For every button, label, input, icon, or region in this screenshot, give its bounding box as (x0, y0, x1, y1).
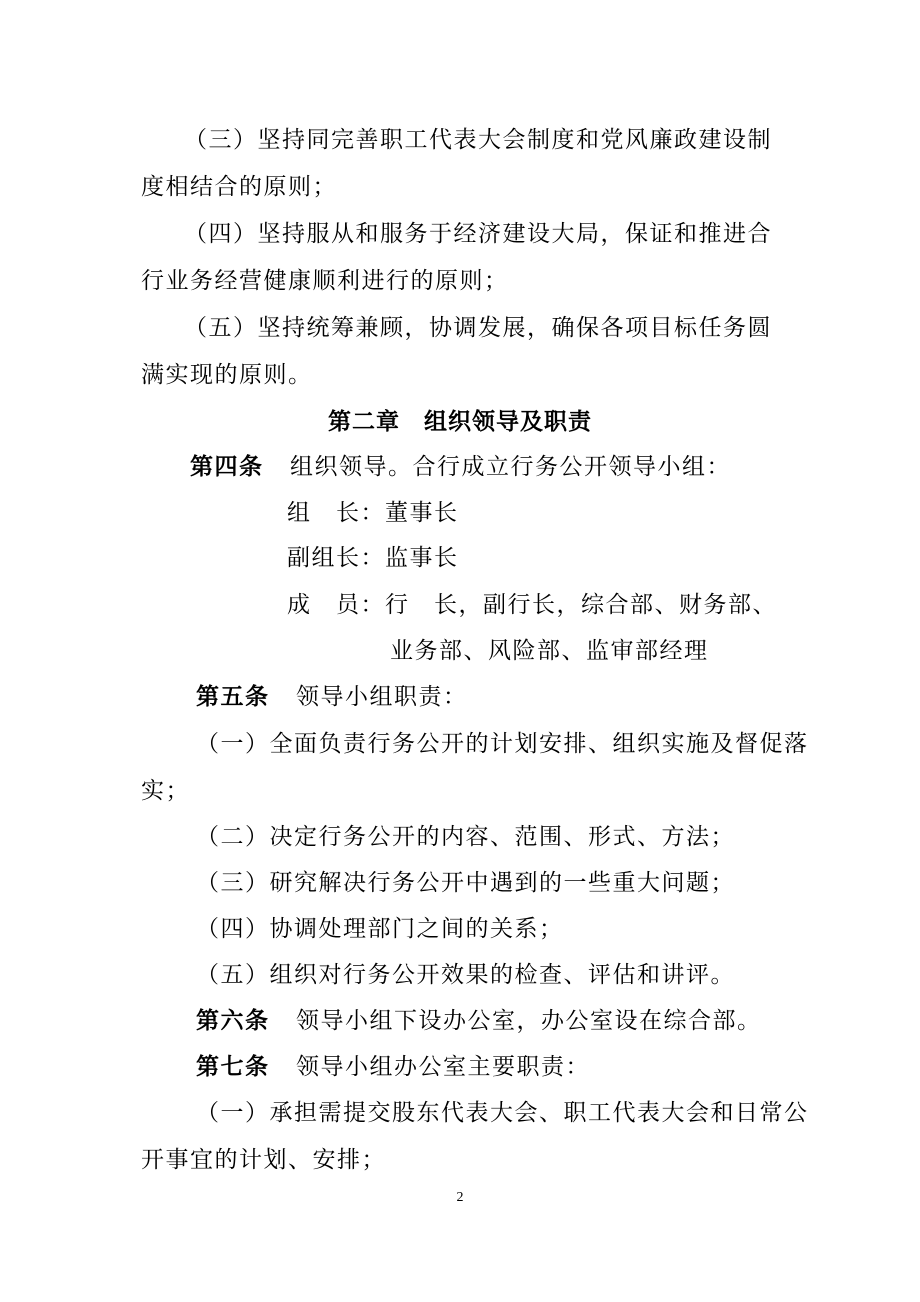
article-text: 领导小组办公室主要职责： (296, 1054, 590, 1080)
article-text: 领导小组职责： (296, 684, 468, 710)
paragraph-line: 满实现的原则。 (141, 362, 313, 388)
list-item: （三）研究解决行务公开中遇到的一些重大问题； (196, 870, 735, 896)
paragraph-line: （四）坚持服从和服务于经济建设大局，保证和推进合 (184, 221, 772, 247)
members-line-cont: 业务部、风险部、监审部经理 (390, 638, 709, 664)
paragraph-line: （五）坚持统筹兼顾，协调发展，确保各项目标任务圆 (184, 315, 772, 341)
members-line: 成 员：行 长，副行长，综合部、财务部、 (287, 592, 777, 618)
article-7 (196, 1052, 590, 1082)
article-label: 第七条 (196, 1053, 270, 1080)
list-item: （一）承担需提交股东代表大会、职工代表大会和日常公 (196, 1100, 809, 1126)
chapter-title: 第二章 组织领导及职责 (328, 408, 592, 435)
page-number: 2 (456, 1190, 464, 1205)
list-item: （五）组织对行务公开效果的检查、评估和讲评。 (196, 962, 735, 988)
article-label: 第六条 (196, 1007, 270, 1034)
paragraph-line: （三）坚持同完善职工代表大会制度和党风廉政建设制 (184, 127, 772, 153)
list-item-cont: 开事宜的计划、安排； (141, 1147, 386, 1173)
list-item: （四）协调处理部门之间的关系； (196, 916, 564, 942)
deputy-line: 副组长：监事长 (287, 545, 459, 571)
leader-line: 组 长：董事长 (287, 500, 459, 526)
paragraph-line: 度相结合的原则； (141, 174, 337, 200)
article-label: 第四条 (190, 453, 264, 480)
paragraph-line: 行业务经营健康顺利进行的原则； (141, 268, 509, 294)
article-label: 第五条 (196, 683, 270, 710)
list-item: （一）全面负责行务公开的计划安排、组织实施及督促落 (196, 731, 809, 757)
article-4 (190, 452, 731, 482)
list-item-cont: 实； (141, 778, 190, 804)
article-text: 领导小组下设办公室，办公室设在综合部。 (296, 1008, 762, 1034)
article-5 (196, 682, 468, 712)
article-text: 组织领导。合行成立行务公开领导小组： (290, 454, 731, 480)
list-item: （二）决定行务公开的内容、范围、形式、方法； (196, 824, 735, 850)
article-6 (196, 1006, 762, 1036)
